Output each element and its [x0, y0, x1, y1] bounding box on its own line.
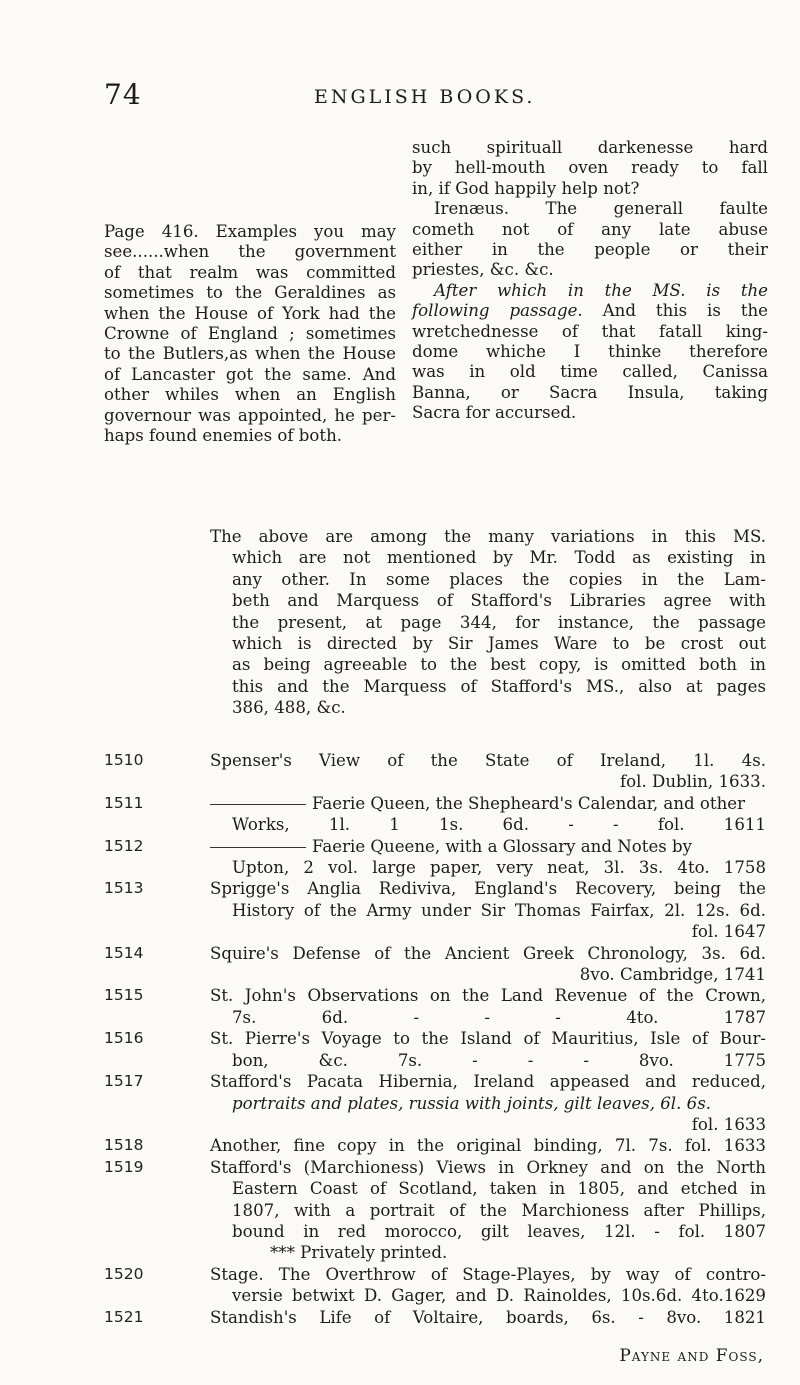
left-line: Crowne of England ; sometimes	[104, 324, 396, 344]
right-line	[412, 301, 768, 321]
right-line: cometh not of any late abuse	[412, 219, 768, 239]
paragraph-line: beth and Marquess of Stafford's Libraries agree with	[232, 591, 766, 611]
editorial-note: following passage.	[412, 301, 583, 321]
right-line	[412, 281, 768, 301]
entry-text: Faerie Queene, with a Glossary and Notes by	[312, 836, 693, 856]
entry-line: bon, &c. 7s. - - - 8vo. 1775	[232, 1050, 766, 1070]
paragraph-line: the present, at page 344, for instance, the passage	[232, 612, 766, 632]
two-column-passage	[0, 138, 800, 528]
entry-line: Stafford's Pacata Hibernia, Ireland appeased and reduced,	[210, 1072, 766, 1092]
right-line: wretchednesse of that fatall king-	[412, 321, 768, 341]
ditto-rule	[210, 847, 306, 848]
right-line: dome whiche I thinke therefore	[412, 342, 768, 362]
paragraph-line: any other. In some places the copies in the Lam-	[232, 569, 766, 589]
entry-line: Spenser's View of the State of Ireland, 1l. 4s.	[210, 751, 766, 770]
left-line: of that realm was committed	[104, 262, 396, 282]
entry-description: portraits and plates, russia with joints, gilt leaves, 6l. 6s.	[232, 1093, 712, 1113]
entry-imprint: 8vo. Cambridge, 1741	[579, 965, 766, 985]
entry-line: 7s. 6d. - - - 4to. 1787	[232, 1007, 766, 1027]
catalogue-entries	[0, 750, 800, 1328]
entry-line: versie betwixt D. Gager, and D. Rainoldes, 10s.6d. 4to.1629	[232, 1286, 766, 1306]
entry	[0, 1307, 800, 1328]
entry	[0, 1135, 800, 1156]
paragraph-line: which are not mentioned by Mr. Todd as existing in	[232, 548, 766, 568]
paragraph-line: The above are among the many variations in this MS.	[210, 527, 766, 546]
right-line: priestes, &c. &c.	[412, 260, 554, 280]
entry-line: Another, fine copy in the original binding, 7l. 7s. fol. 1633	[210, 1136, 766, 1156]
entry-line	[210, 836, 766, 857]
entry-line: Eastern Coast of Scotland, taken in 1805, and etched in	[232, 1179, 766, 1199]
paragraph-line: as being agreeable to the best copy, is omitted both in	[232, 655, 766, 675]
entry-number: 1512	[104, 836, 144, 855]
entry	[0, 793, 800, 836]
entry	[0, 1264, 800, 1307]
left-line: see......when the government	[104, 242, 396, 262]
entry	[0, 943, 800, 986]
entry-line: Standish's Life of Voltaire, boards, 6s. - 8vo. 1821	[210, 1307, 766, 1327]
right-line: was in old time called, Canissa	[412, 362, 768, 382]
entry-imprint: fol. 1647	[691, 922, 766, 942]
paragraph-line: which is directed by Sir James Ware to be crost out	[232, 634, 766, 654]
entry-line: History of the Army under Sir Thomas Fairfax, 2l. 12s. 6d.	[232, 900, 766, 920]
right-line: either in the people or their	[412, 240, 768, 260]
entry-number: 1515	[104, 986, 144, 1005]
entry-number: 1520	[104, 1264, 144, 1283]
left-line: governour was appointed, he per-	[104, 405, 396, 425]
editorial-note: After which in the MS. is the	[434, 280, 768, 300]
entry	[0, 750, 800, 793]
right-line: in, if God happily help not?	[412, 178, 640, 198]
ditto-rule	[210, 804, 306, 805]
catchword-signature: Payne and Foss,	[619, 1346, 764, 1366]
entry	[0, 836, 800, 879]
right-line: such spirituall darkenesse hard	[412, 138, 768, 157]
right-line: Banna, or Sacra Insula, taking	[412, 382, 768, 402]
left-line: haps found enemies of both.	[104, 426, 343, 446]
left-line: to the Butlers,as when the House	[104, 344, 396, 364]
entry-line: St. John's Observations on the Land Revenue of the Crown,	[210, 986, 766, 1006]
entry-line: Squire's Defense of the Ancient Greek Chronology, 3s. 6d.	[210, 943, 766, 963]
right-line: Sacra for accursed.	[412, 403, 577, 423]
paragraph-line: this and the Marquess of Stafford's MS., also at pages	[232, 676, 766, 696]
entry-line	[210, 793, 766, 814]
left-line: when the House of York had the	[104, 303, 396, 323]
entry-number: 1518	[104, 1136, 144, 1155]
entry-number: 1517	[104, 1072, 144, 1091]
entry-line: bound in red morocco, gilt leaves, 12l. - fol. 1807	[232, 1221, 766, 1241]
entry-note: *** Privately printed.	[270, 1243, 448, 1263]
left-line: of Lancaster got the same. And	[104, 364, 396, 384]
page-number: 74	[104, 78, 142, 111]
entry-line: 1807, with a portrait of the Marchioness after Phillips,	[232, 1200, 766, 1220]
entry-line: Stafford's (Marchioness) Views in Orkney and on the North	[210, 1157, 766, 1177]
entry-number: 1510	[104, 751, 144, 769]
right-line: Irenæus. The generall faulte	[434, 199, 768, 219]
left-line: sometimes to the Geraldines as	[104, 283, 396, 303]
right-line: by hell-mouth oven ready to fall	[412, 158, 768, 178]
entry	[0, 1028, 800, 1071]
left-line: other whiles when an English	[104, 385, 396, 405]
entry	[0, 878, 800, 942]
entry-number: 1513	[104, 879, 144, 898]
entry-line	[210, 1093, 766, 1114]
entry-number: 1514	[104, 943, 144, 962]
entry	[0, 985, 800, 1028]
right-line-text: And this is the	[602, 301, 769, 321]
entry	[0, 1071, 800, 1135]
entry-imprint: fol. 1633	[691, 1114, 766, 1134]
left-column	[104, 222, 396, 446]
entry	[0, 1157, 800, 1264]
continuation-paragraph	[210, 526, 766, 719]
entry-line: Stage. The Overthrow of Stage-Playes, by way of contro-	[210, 1264, 766, 1284]
left-line: Page 416. Examples you may	[104, 222, 396, 241]
entry-line: Sprigge's Anglia Rediviva, England's Recovery, being the	[210, 879, 766, 899]
running-head: ENGLISH BOOKS.	[314, 86, 536, 108]
entry-number: 1519	[104, 1157, 144, 1176]
entry-imprint: fol. Dublin, 1633.	[620, 772, 766, 792]
entry-line: Upton, 2 vol. large paper, very neat, 3l. 3s. 4to. 1758	[232, 858, 766, 878]
entry-number: 1516	[104, 1029, 144, 1048]
entry-number: 1521	[104, 1307, 144, 1326]
paragraph-line: 386, 488, &c.	[232, 698, 346, 718]
right-column	[412, 138, 768, 424]
page-header	[104, 78, 754, 114]
entry-text: Faerie Queen, the Shepheard's Calendar, and other	[312, 793, 746, 813]
entry-line: St. Pierre's Voyage to the Island of Mauritius, Isle of Bour-	[210, 1029, 766, 1049]
entry-line: Works, 1l. 1 1s. 6d. - - fol. 1611	[232, 815, 766, 835]
entry-number: 1511	[104, 793, 144, 812]
